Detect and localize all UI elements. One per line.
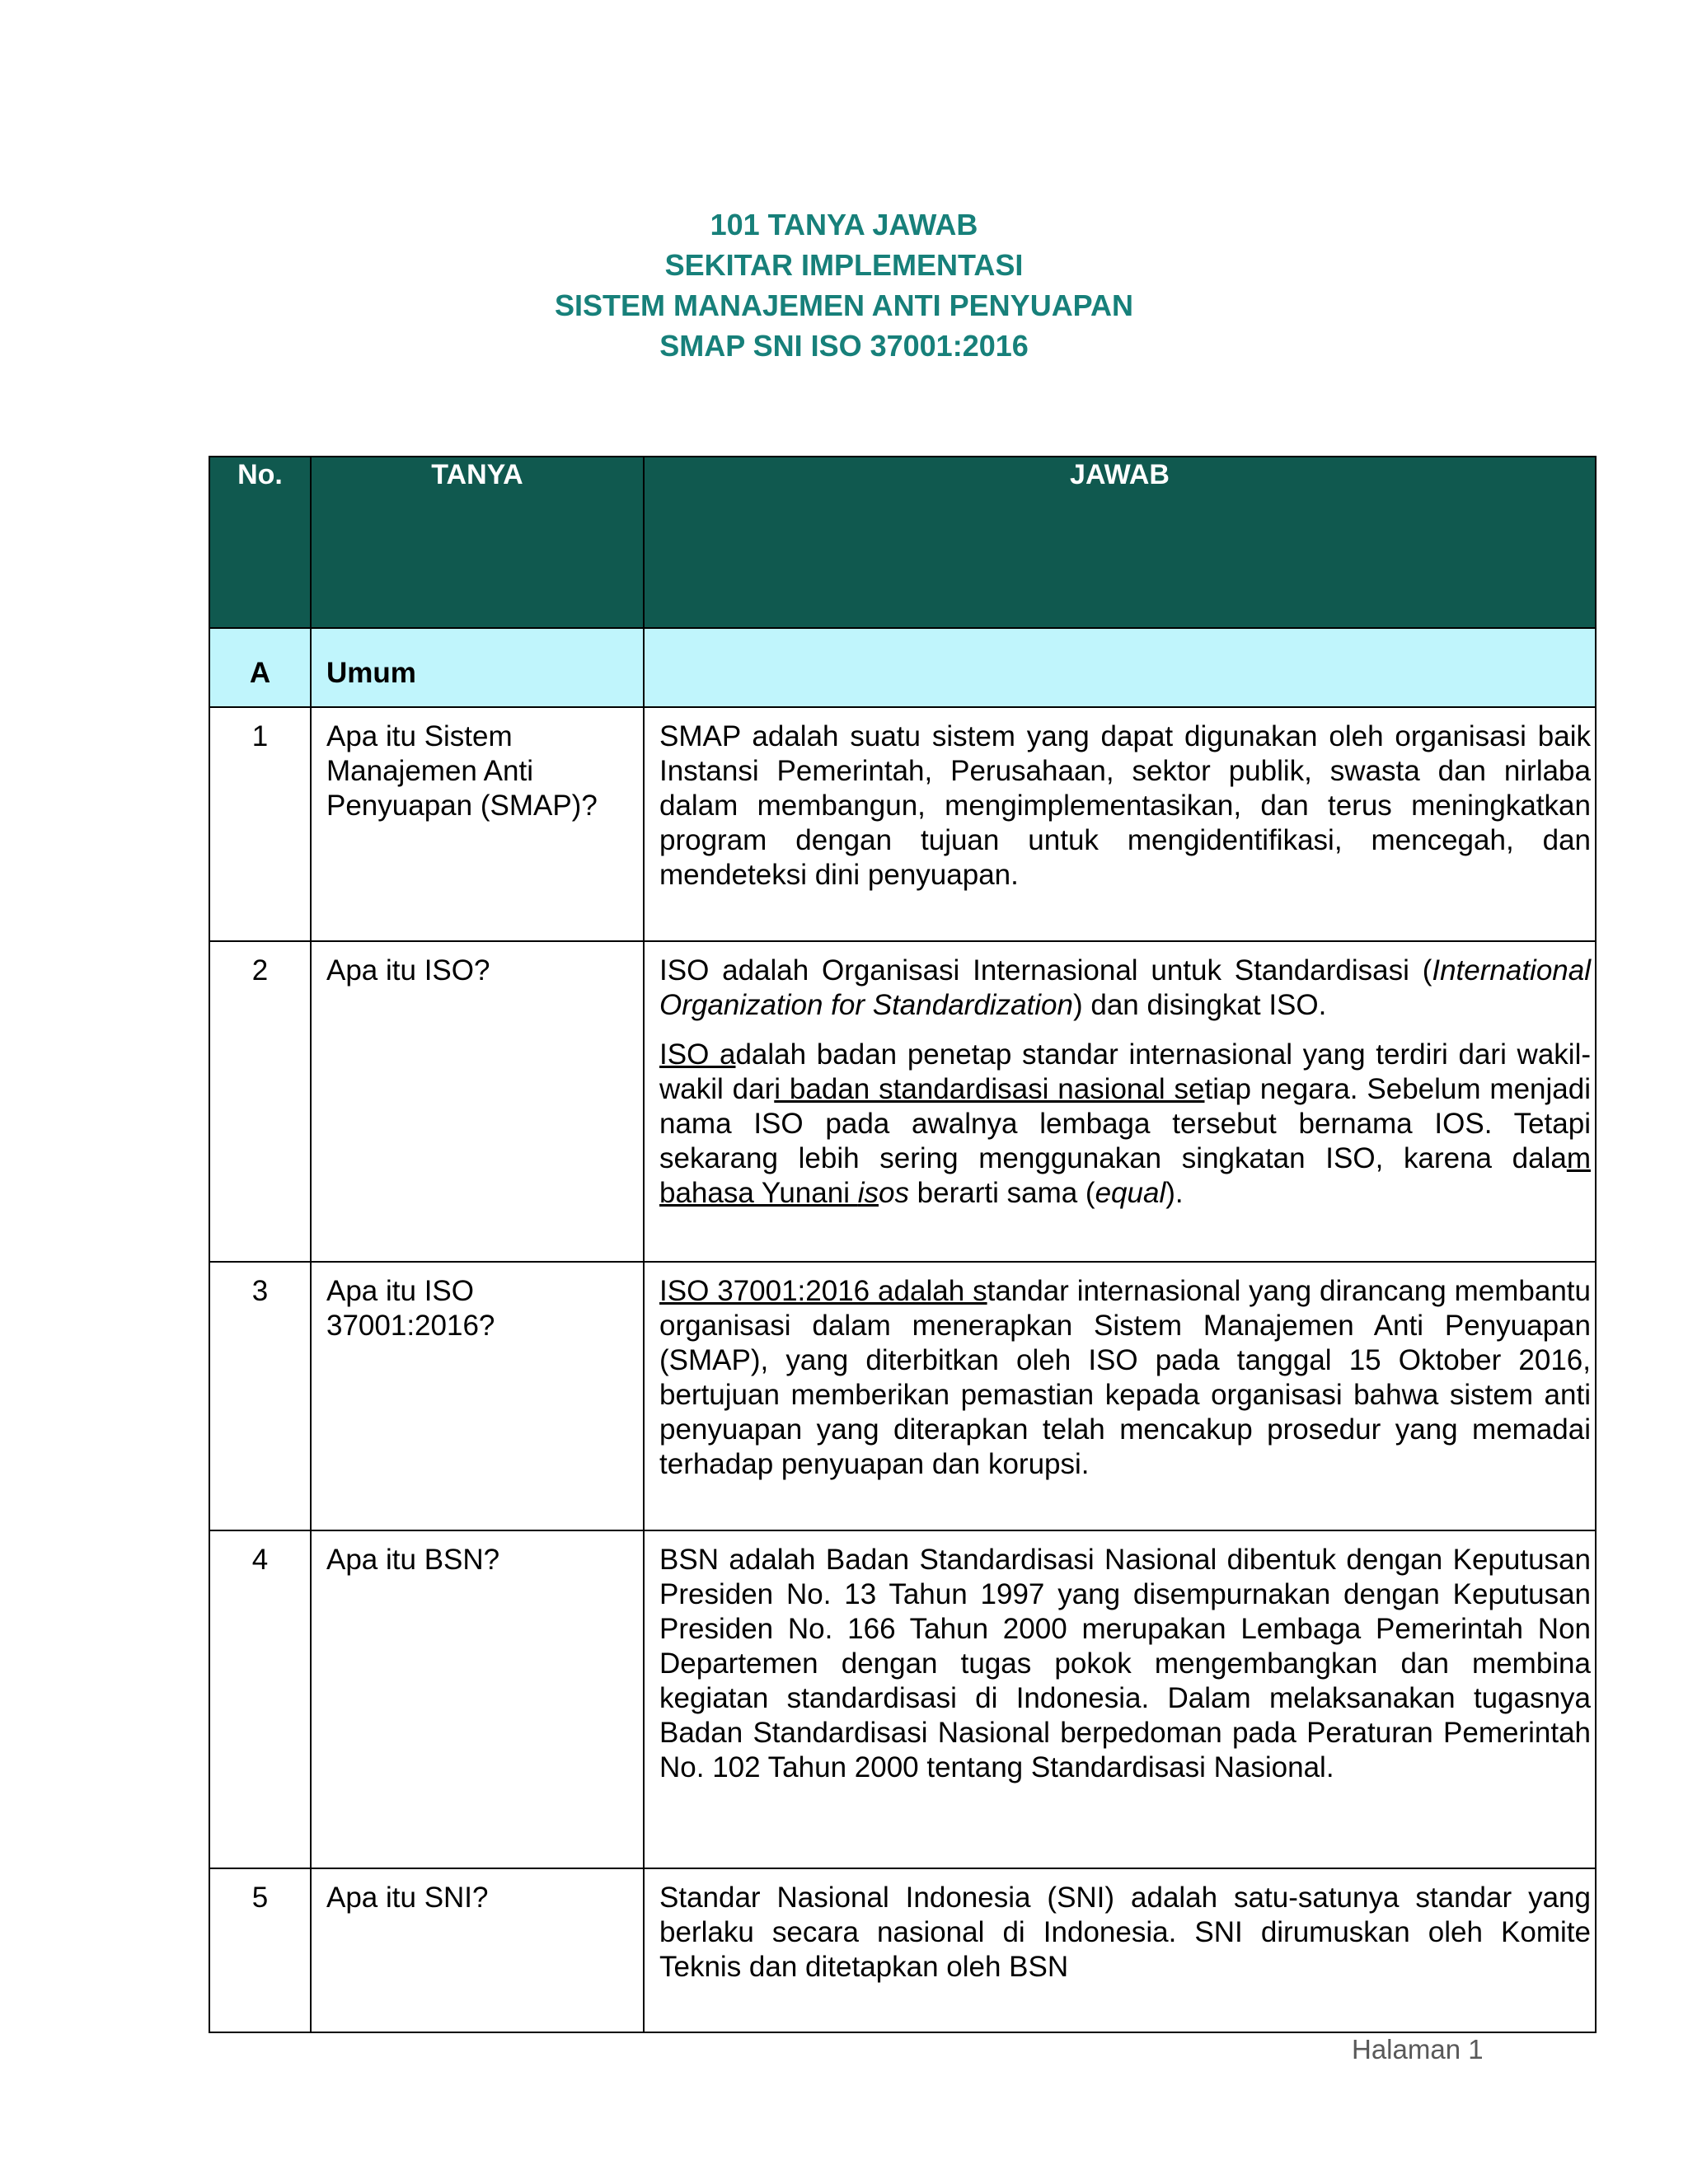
answer-italic-text: os: [878, 1177, 909, 1209]
header-tanya: TANYA: [311, 457, 644, 628]
answer-paragraph: [659, 1274, 1591, 1482]
answer-cell: [644, 941, 1596, 1262]
header-no: No.: [209, 457, 311, 628]
answer-text: ).: [1165, 1177, 1184, 1209]
answer-text: tandar internasional yang dirancang membantu organisasi dalam menerapkan Sistem Manajemen Anti Penyuapan (SMAP), yang diterbitkan oleh ISO pada tanggal 15 Oktober 2016, bertujuan memberikan pemastian kepada organisasi bahwa sistem anti penyuapan yang diterapkan telah mencakup prosedur yang memadai terhadap penyuapan dan korupsi.: [659, 1275, 1591, 1480]
question-cell: Apa itu ISO 37001:2016?: [311, 1262, 644, 1530]
title-line-2: SEKITAR IMPLEMENTASI: [664, 248, 1024, 282]
answer-cell: [644, 1868, 1596, 2032]
section-letter: A: [209, 628, 311, 707]
title-line-4: SMAP SNI ISO 37001:2016: [659, 329, 1029, 363]
answer-text: Standar Nasional Indonesia (SNI) adalah satu-satunya standar yang berlaku secara nasional di Indonesia. SNI dirumuskan oleh Komite Teknis dan ditetapkan oleh BSN: [659, 1882, 1591, 1983]
table-row: [209, 707, 1596, 941]
row-number: 2: [209, 941, 311, 1262]
answer-text: ISO adalah Organisasi Internasional untuk Standardisasi (: [659, 954, 1432, 987]
question-cell: Apa itu Sistem Manajemen Anti Penyuapan (SMAP)?: [311, 707, 644, 941]
answer-paragraph-1: [659, 954, 1591, 1023]
title-line-3: SISTEM MANAJEMEN ANTI PENYUAPAN: [554, 288, 1134, 322]
answer-text: tiap negara. Sebelum menjadi nama ISO pada awalnya lembaga tersebut bernama IOS. Tetapi sekarang lebih sering menggunakan singkatan ISO, karena dala: [659, 1073, 1591, 1174]
answer-underlined-text: ISO a: [659, 1038, 736, 1071]
answer-italic-text: equal: [1095, 1177, 1166, 1209]
answer-underlined-text: m bahasa Yunani: [659, 1142, 1591, 1209]
answer-text: BSN adalah Badan Standardisasi Nasional dibentuk dengan Keputusan Presiden No. 13 Tahun 1997 yang disempurnakan dengan Keputusan Presiden No. 166 Tahun 2000 merupakan Lembaga Pemerintah Non Departemen dengan tugas pokok mengembangkan dan membina kegiatan standardisasi di Indonesia. Dalam melaksanakan tugasnya Badan Standardisasi Nasional berpedoman pada Peraturan Pemerintah No. 102 Tahun 2000 tentang Standardisasi Nasional.: [659, 1544, 1591, 1783]
question-cell: Apa itu ISO?: [311, 941, 644, 1262]
answer-paragraph-2: [659, 1038, 1591, 1211]
header-jawab: JAWAB: [644, 457, 1596, 628]
section-empty-cell: [644, 628, 1596, 707]
question-cell: Apa itu BSN?: [311, 1530, 644, 1868]
row-number: 1: [209, 707, 311, 941]
table-header: [209, 457, 1596, 628]
section-label: Umum: [311, 628, 644, 707]
table-row: [209, 1262, 1596, 1530]
section-row: [209, 628, 1596, 707]
row-number: 3: [209, 1262, 311, 1530]
answer-text: dalah badan penetap standar internasional yang terdiri dari wakil-wakil dar: [659, 1038, 1592, 1105]
answer-cell: [644, 1530, 1596, 1868]
table-row: [209, 1868, 1596, 2032]
table-row: [209, 941, 1596, 1262]
answer-underlined-text: i badan standardisasi nasional se: [774, 1073, 1205, 1105]
answer-text: SMAP adalah suatu sistem yang dapat digunakan oleh organisasi baik Instansi Pemerintah, Perusahaan, sektor publik, swasta dan nirlaba dalam membangun, mengimplementasikan, dan terus meningkatkan program dengan tujuan untuk mengidentifikasi, mencegah, dan mendeteksi dini penyuapan.: [659, 720, 1591, 891]
page-number: Halaman 1: [1352, 2034, 1484, 2064]
qa-table: [209, 456, 1597, 2033]
answer-text: berarti sama (: [908, 1177, 1095, 1209]
answer-underlined-text: ISO 37001:2016 adalah s: [659, 1275, 987, 1307]
document-title: [0, 204, 1688, 366]
question-cell: Apa itu SNI?: [311, 1868, 644, 2032]
answer-cell: [644, 707, 1596, 941]
row-number: 5: [209, 1868, 311, 2032]
answer-cell: [644, 1262, 1596, 1530]
answer-italic-text: International Organization for Standardization: [659, 954, 1591, 1021]
row-number: 4: [209, 1530, 311, 1868]
table-row: [209, 1530, 1596, 1868]
answer-text: ) dan disingkat ISO.: [1072, 989, 1327, 1021]
title-line-1: 101 TANYA JAWAB: [710, 208, 978, 241]
answer-underlined-italic-text: is: [857, 1177, 879, 1209]
